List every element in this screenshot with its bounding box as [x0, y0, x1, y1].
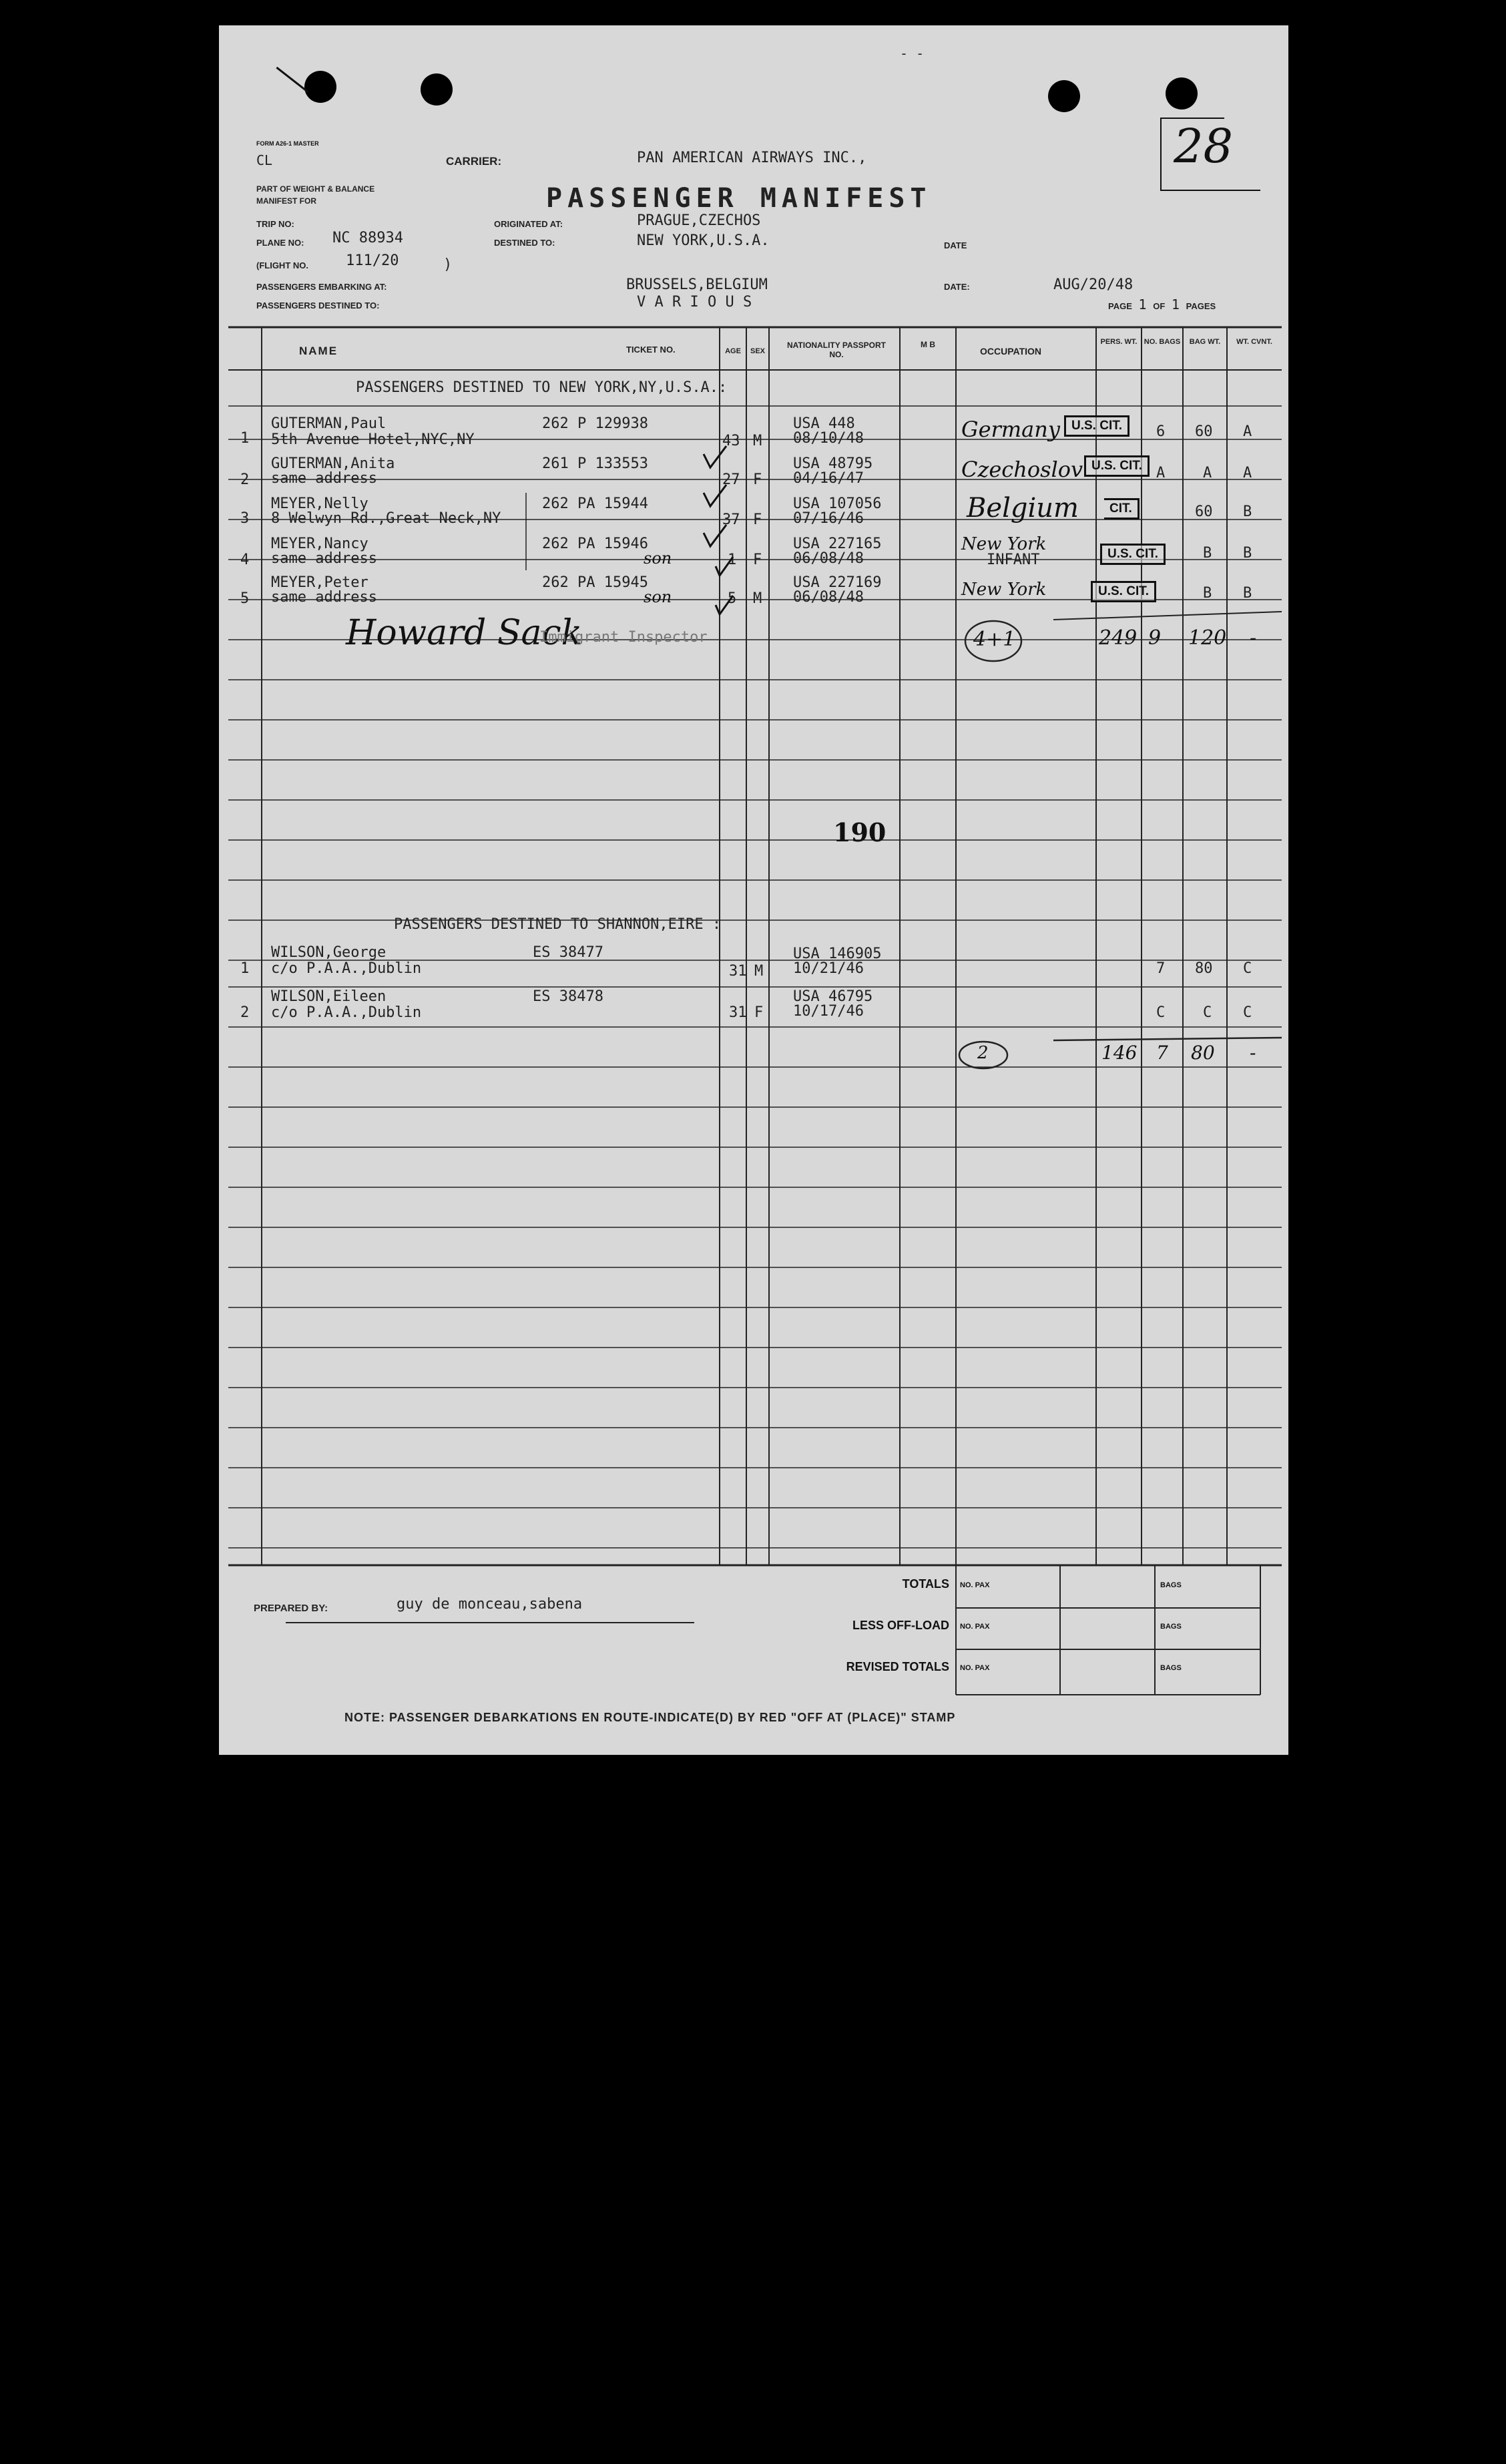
- us-citizen-stamp: U.S. CIT.: [1064, 415, 1130, 437]
- less-offload-no-pax: NO. PAX: [960, 1623, 990, 1631]
- passenger-address: c/o P.A.A.,Dublin: [271, 960, 422, 977]
- age: 1: [728, 552, 737, 568]
- no-bags: A: [1156, 465, 1166, 481]
- col-header-age: AGE: [725, 347, 741, 355]
- form-id: FORM A26-1 MASTER: [256, 140, 319, 147]
- group1-total-cvnt: -: [1250, 626, 1257, 650]
- passenger-address: 5th Avenue Hotel,NYC,NY: [271, 431, 475, 448]
- passenger-name: GUTERMAN,Anita: [271, 455, 395, 472]
- destined-to-label: PASSENGERS DESTINED TO:: [256, 300, 380, 311]
- group2-total-bag-weight: 80: [1191, 1042, 1215, 1064]
- passenger-address: 8 Welwyn Rd.,Great Neck,NY: [271, 510, 501, 527]
- row-number: 4: [240, 552, 250, 568]
- group2-total-pers: 146: [1101, 1042, 1138, 1064]
- col-header-mb: M B: [921, 340, 935, 349]
- row-number: 1: [240, 960, 250, 977]
- us-citizen-stamp: U.S. CIT.: [1100, 544, 1166, 565]
- row-number: 2: [240, 1004, 250, 1021]
- weight-covenant: A: [1243, 465, 1252, 481]
- less-offload-label: LESS OFF-LOAD: [852, 1619, 949, 1632]
- revised-totals-label: REVISED TOTALS: [846, 1660, 949, 1673]
- bag-weight: B: [1203, 545, 1212, 562]
- col-header-pers-wt: PERS. WT.: [1100, 338, 1138, 346]
- ticket-no: 261 P 133553: [542, 455, 648, 472]
- passenger-address: same address: [271, 550, 377, 567]
- row-number: 1: [240, 430, 250, 447]
- age: 5: [728, 590, 737, 607]
- row-number: 5: [240, 590, 250, 607]
- sex: F: [753, 471, 762, 488]
- destined-to-value: V A R I O U S: [637, 294, 752, 311]
- sex: F: [753, 552, 762, 568]
- manifest-sheet: [219, 25, 1288, 1755]
- header-marks: - -: [900, 45, 925, 61]
- passenger-name: MEYER,Nancy: [271, 536, 368, 552]
- sex: F: [753, 511, 762, 528]
- manifest-grid: [219, 25, 1288, 1755]
- group2-total-pax: 2: [977, 1043, 989, 1063]
- totals-no-pax: NO. PAX: [960, 1581, 990, 1589]
- group2-total-bags: 7: [1156, 1042, 1168, 1064]
- passenger-name: WILSON,Eileen: [271, 988, 387, 1005]
- group2-header: PASSENGERS DESTINED TO SHANNON,EIRE :: [394, 916, 722, 933]
- prepared-by-label: PREPARED BY:: [254, 1603, 328, 1614]
- part-of-label-1: PART OF WEIGHT & BALANCE: [256, 184, 375, 194]
- row-number: 2: [240, 471, 250, 488]
- revised-no-pax: NO. PAX: [960, 1664, 990, 1672]
- originated-value: PRAGUE,CZECHOS: [637, 212, 761, 229]
- row-number: 3: [240, 510, 250, 527]
- age: 37: [722, 511, 740, 528]
- ticket-no: 262 P 129938: [542, 415, 648, 432]
- flight-no: 111/20: [346, 252, 399, 269]
- passenger-name: MEYER,Nelly: [271, 495, 368, 512]
- date-label: DATE: [944, 240, 967, 250]
- us-citizen-stamp: U.S. CIT.: [1091, 581, 1156, 602]
- bag-weight: 80: [1195, 960, 1213, 977]
- bag-weight: 60: [1195, 423, 1213, 440]
- sex: M: [753, 590, 762, 607]
- totals-bags: BAGS: [1160, 1581, 1182, 1589]
- passport-date: 04/16/47: [793, 470, 864, 487]
- ticket-no: ES 38477: [533, 944, 603, 961]
- nationality: USA 48795: [793, 455, 873, 472]
- ticket-no: 262 PA 15944: [542, 495, 648, 512]
- age: 31: [729, 1004, 747, 1021]
- originated-label: ORIGINATED AT:: [494, 219, 563, 229]
- col-header-occupation: OCCUPATION: [980, 346, 1042, 357]
- occupation-handwritten: Germany: [961, 417, 1060, 442]
- col-header-bag-wt: BAG WT.: [1189, 338, 1221, 346]
- plane-no-label: PLANE NO:: [256, 238, 304, 248]
- page-of: OF: [1153, 301, 1166, 311]
- bag-weight: C: [1203, 1004, 1212, 1021]
- plane-no: NC 88934: [332, 230, 403, 246]
- ticket-no: ES 38478: [533, 988, 603, 1005]
- passenger-address: c/o P.A.A.,Dublin: [271, 1004, 422, 1021]
- col-header-sex: SEX: [750, 347, 765, 355]
- bag-weight: A: [1203, 465, 1212, 481]
- weight-covenant: B: [1243, 545, 1252, 562]
- code-190: 190: [833, 817, 887, 847]
- nationality: USA 46795: [793, 988, 873, 1005]
- no-bags: 6: [1156, 423, 1166, 440]
- no-bags: C: [1156, 1004, 1166, 1021]
- ticket-no: 262 PA 15946: [542, 536, 648, 552]
- passenger-name: WILSON,George: [271, 944, 387, 961]
- occupation-handwritten: New York: [961, 534, 1047, 554]
- page-no: 1: [1138, 296, 1147, 313]
- sex: M: [754, 963, 764, 980]
- debarkation-note: NOTE: PASSENGER DEBARKATIONS EN ROUTE-INDICATE(D) BY RED "OFF AT (PLACE)" STAMP: [344, 1711, 956, 1724]
- group1-total-bag-weight: 120: [1188, 626, 1227, 650]
- us-citizen-stamp: U.S. CIT.: [1084, 455, 1150, 477]
- page-label: PAGE: [1108, 301, 1132, 311]
- date2-label: DATE:: [944, 282, 970, 292]
- passport-date: 06/08/48: [793, 550, 864, 567]
- totals-label: TOTALS: [902, 1577, 949, 1591]
- passenger-name: MEYER,Peter: [271, 574, 368, 591]
- age: 31: [729, 963, 747, 980]
- part-of-label-2: MANIFEST FOR: [256, 196, 316, 206]
- carrier-value: PAN AMERICAN AIRWAYS INC.,: [637, 150, 867, 166]
- passenger-address: same address: [271, 589, 377, 606]
- passport-date: 10/17/46: [793, 1003, 864, 1020]
- group1-total-bags: 9: [1148, 626, 1162, 650]
- revised-bags: BAGS: [1160, 1664, 1182, 1672]
- flight-no-label: (FLIGHT NO.: [256, 260, 308, 270]
- date2-value: AUG/20/48: [1053, 276, 1134, 293]
- flight-no-close: ): [443, 256, 453, 273]
- ticket-note: son: [644, 549, 672, 568]
- passport-date: 10/21/46: [793, 960, 864, 977]
- occupation-typed: INFANT: [987, 552, 1040, 568]
- less-offload-bags: BAGS: [1160, 1623, 1182, 1631]
- group1-header: PASSENGERS DESTINED TO NEW YORK,NY,U.S.A.:: [356, 379, 728, 396]
- check-marks: [700, 406, 753, 633]
- nationality: USA 107056: [793, 495, 882, 512]
- col-header-ticket: TICKET NO.: [626, 345, 676, 355]
- group1-total-pax: 4+1: [973, 628, 1016, 651]
- embarking-label: PASSENGERS EMBARKING AT:: [256, 282, 387, 292]
- weight-covenant: B: [1243, 503, 1252, 520]
- weight-covenant: C: [1243, 1004, 1252, 1021]
- page-total: 1: [1171, 296, 1180, 313]
- weight-covenant: C: [1243, 960, 1252, 977]
- destined-value: NEW YORK,U.S.A.: [637, 232, 770, 249]
- passenger-name: GUTERMAN,Paul: [271, 415, 387, 432]
- col-header-name: NAME: [299, 345, 338, 357]
- destined-label: DESTINED TO:: [494, 238, 555, 248]
- trip-no-label: TRIP NO:: [256, 219, 294, 229]
- group1-total-pers: 249: [1099, 626, 1138, 650]
- inspector-title: Immigrant Inspector: [539, 629, 708, 646]
- manifest-title: PASSENGER MANIFEST: [546, 183, 932, 214]
- us-citizen-stamp: CIT.: [1104, 498, 1140, 520]
- ticket-note: son: [644, 588, 672, 606]
- col-header-no-bags: NO. BAGS: [1144, 338, 1181, 346]
- embarking-value: BRUSSELS,BELGIUM: [626, 276, 768, 293]
- passport-date: 08/10/48: [793, 430, 864, 447]
- sex: F: [754, 1004, 764, 1021]
- nationality: USA 448: [793, 415, 855, 432]
- pages-label: PAGES: [1186, 301, 1216, 311]
- form-code: CL: [256, 152, 273, 168]
- nationality: USA 146905: [793, 946, 882, 962]
- age: 43: [722, 433, 740, 449]
- sex: M: [753, 433, 762, 449]
- passenger-address: same address: [271, 470, 377, 487]
- col-header-wt-cvnt: WT. CVNT.: [1236, 338, 1272, 346]
- nationality: USA 227169: [793, 574, 882, 591]
- age: 27: [722, 471, 740, 488]
- passport-date: 06/08/48: [793, 589, 864, 606]
- weight-covenant: B: [1243, 585, 1252, 602]
- prepared-by-value: guy de monceau,sabena: [397, 1596, 583, 1613]
- group2-total-cvnt: -: [1250, 1042, 1256, 1064]
- weight-covenant: A: [1243, 423, 1252, 440]
- occupation-handwritten: Czechoslov: [961, 457, 1083, 482]
- bag-weight: 60: [1195, 503, 1213, 520]
- occupation-handwritten: Belgium: [967, 493, 1079, 524]
- no-bags: 7: [1156, 960, 1166, 977]
- inspector-signature: Howard Sack: [346, 613, 583, 653]
- corner-number: 28: [1174, 119, 1234, 174]
- carrier-label: CARRIER:: [446, 155, 502, 168]
- col-header-nationality: NATIONALITY PASSPORT NO.: [786, 341, 886, 359]
- ticket-no: 262 PA 15945: [542, 574, 648, 591]
- occupation-handwritten: New York: [961, 580, 1047, 600]
- bag-weight: B: [1203, 585, 1212, 602]
- nationality: USA 227165: [793, 536, 882, 552]
- passport-date: 07/16/46: [793, 510, 864, 527]
